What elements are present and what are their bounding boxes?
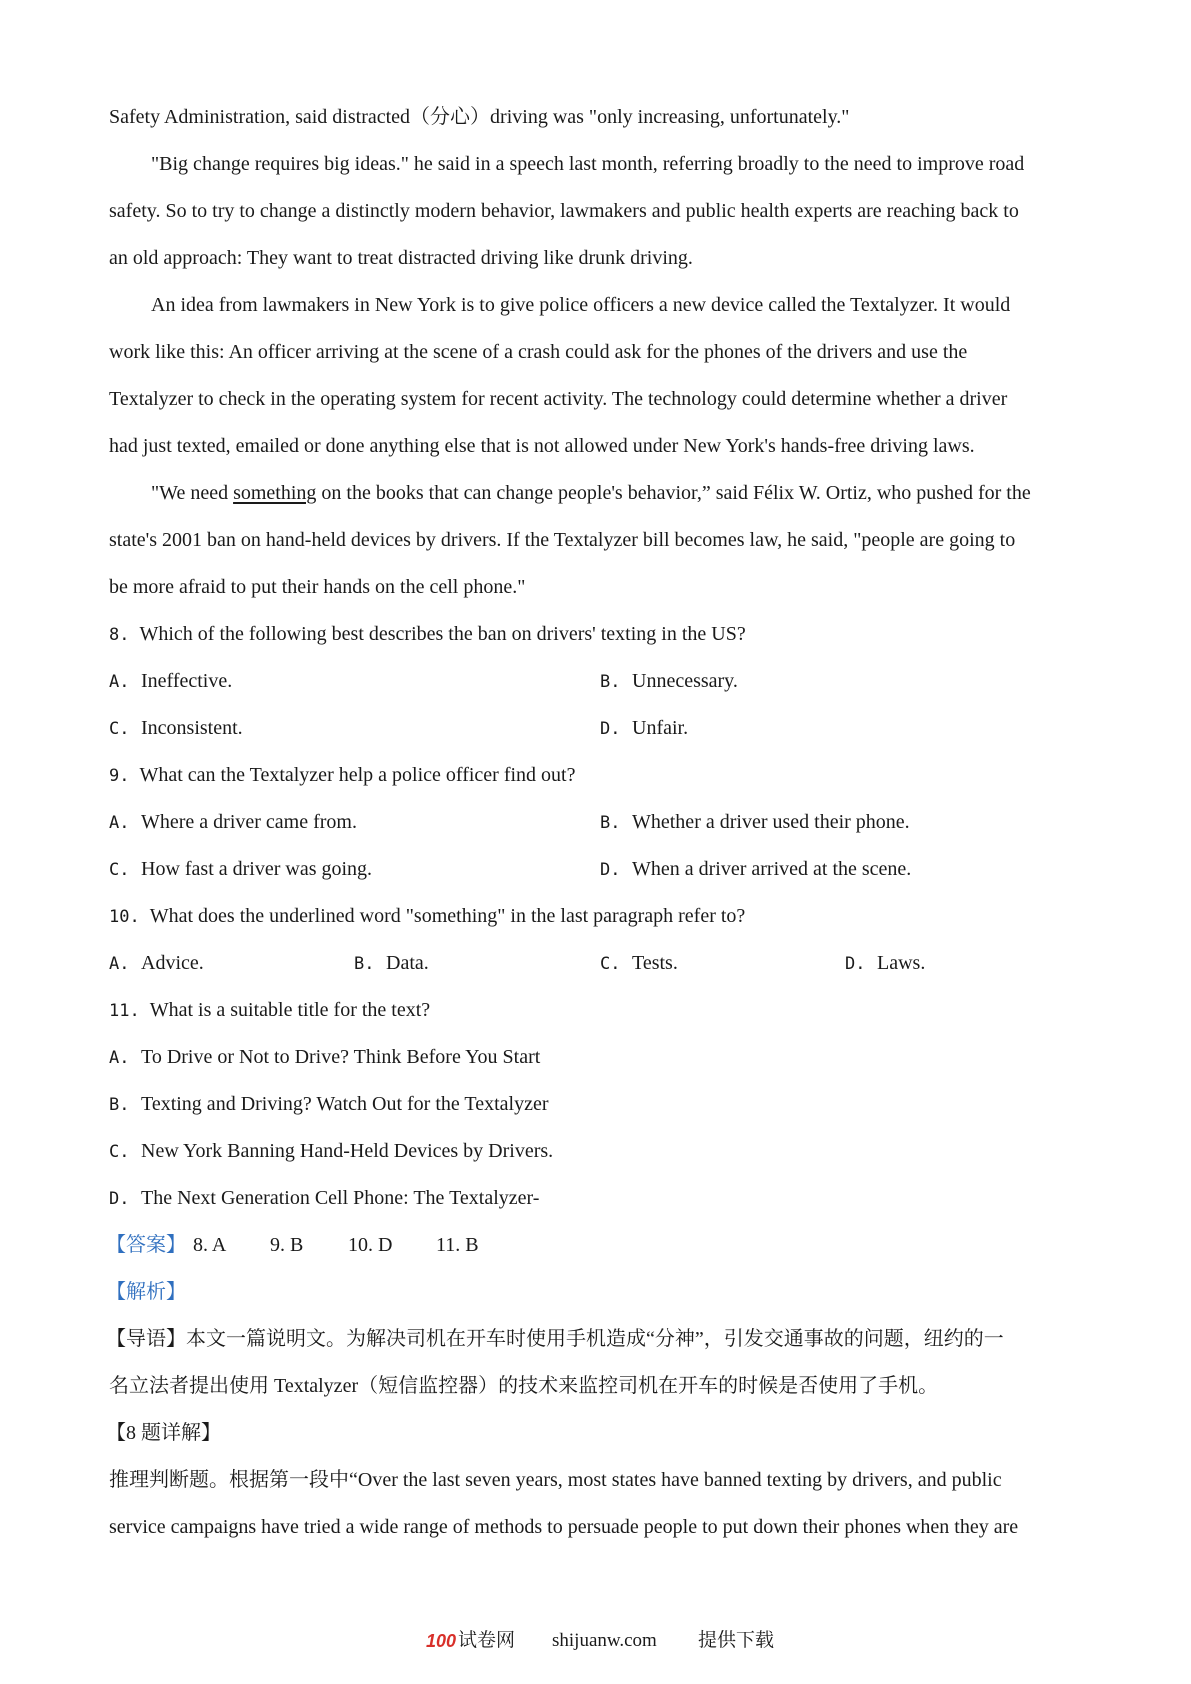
question-8 bbox=[109, 620, 1084, 649]
option-c: C. New York Banning Hand-Held Devices by Drivers. bbox=[109, 1140, 554, 1162]
passage-line: state's 2001 ban on hand-held devices by drivers. If the Textalyzer bill becomes law, he said, "people are going to bbox=[109, 529, 1016, 551]
option-d: D. When a driver arrived at the scene. bbox=[600, 858, 912, 880]
option-b: B. Data. bbox=[354, 952, 429, 974]
question-text: What is a suitable title for the text? bbox=[149, 999, 431, 1021]
site-logo: 100 bbox=[426, 1631, 457, 1651]
option-b: B. Unnecessary. bbox=[600, 670, 738, 692]
download-text: 提供下载 bbox=[698, 1630, 775, 1651]
question-10 bbox=[109, 902, 1084, 931]
option-a: A. Advice. bbox=[109, 952, 204, 974]
passage-line: had just texted, emailed or done anything else that is not allowed under New York's hands-free driving laws. bbox=[109, 435, 975, 457]
passage-line: be more afraid to put their hands on the cell phone." bbox=[109, 576, 526, 598]
passage-line bbox=[151, 479, 1126, 507]
passage-line: An idea from lawmakers in New York is to give police officers a new device called the Textalyzer. It would bbox=[151, 294, 1011, 316]
passage-line: work like this: An officer arriving at the scene of a crash could ask for the phones of the drivers and use the bbox=[109, 341, 968, 363]
passage-text: "We need bbox=[151, 482, 234, 504]
passage-line: an old approach: They want to treat distracted driving like drunk driving. bbox=[109, 247, 693, 269]
question-text: What can the Textalyzer help a police officer find out? bbox=[139, 764, 576, 786]
site-name: 试卷网 bbox=[458, 1630, 516, 1651]
detail-label: 【8 题详解】 bbox=[106, 1422, 221, 1444]
answer-item: 11. B bbox=[436, 1234, 479, 1256]
passage-line: "Big change requires big ideas." he said in a speech last month, referring broadly to the need to improve road bbox=[151, 153, 1025, 175]
passage-line: Textalyzer to check in the operating system for recent activity. The technology could determine whether a driver bbox=[109, 388, 1008, 410]
passage-line: safety. So to try to change a distinctly modern behavior, lawmakers and public health experts are reaching back to bbox=[109, 200, 1019, 222]
guide-line bbox=[106, 1325, 1081, 1353]
question-number: 11. bbox=[109, 1001, 140, 1021]
detail-line: service campaigns have tried a wide range of methods to persuade people to put down their phones when they are bbox=[109, 1516, 1019, 1538]
passage-text: on the books that can change people's behavior,” said Félix W. Ortiz, who pushed for the bbox=[316, 482, 1031, 504]
answer-item: 8. A bbox=[193, 1234, 227, 1256]
guide-text: 本文一篇说明文。为解决司机在开车时使用手机造成“分神”，引发交通事故的问题，纽约的一 bbox=[186, 1328, 1004, 1350]
guide-line: 名立法者提出使用 Textalyzer（短信监控器）的技术来监控司机在开车的时候是否使用了手机。 bbox=[109, 1375, 939, 1397]
question-number: 10. bbox=[109, 907, 140, 927]
passage-line: Safety Administration, said distracted（分心）driving was "only increasing, unfortunately." bbox=[109, 106, 850, 128]
analysis-label: 【解析】 bbox=[106, 1281, 186, 1303]
site-domain[interactable]: shijuanw.com bbox=[552, 1630, 657, 1651]
option-b: B. Whether a driver used their phone. bbox=[600, 811, 910, 833]
option-c: C. Inconsistent. bbox=[109, 717, 243, 739]
option-d: D. Unfair. bbox=[600, 717, 689, 739]
option-d: D. Laws. bbox=[845, 952, 926, 974]
option-d: D. The Next Generation Cell Phone: The Textalyzer- bbox=[109, 1187, 540, 1209]
answer-item: 9. B bbox=[270, 1234, 304, 1256]
answer-item: 10. D bbox=[348, 1234, 393, 1256]
answer-label: 【答案】 bbox=[106, 1234, 186, 1256]
question-11 bbox=[109, 996, 1084, 1025]
question-9 bbox=[109, 761, 1084, 790]
question-text: Which of the following best describes the ban on drivers' texting in the US? bbox=[139, 623, 746, 645]
question-text: What does the underlined word "something" in the last paragraph refer to? bbox=[149, 905, 746, 927]
option-b: B. Texting and Driving? Watch Out for the Textalyzer bbox=[109, 1093, 549, 1115]
option-a: A. To Drive or Not to Drive? Think Before You Start bbox=[109, 1046, 541, 1068]
question-number: 8. bbox=[109, 625, 130, 645]
guide-label: 【导语】 bbox=[106, 1328, 186, 1350]
question-number: 9. bbox=[109, 766, 130, 786]
option-c: C. Tests. bbox=[600, 952, 678, 974]
underlined-word: something bbox=[233, 482, 317, 504]
detail-line: 推理判断题。根据第一段中“Over the last seven years, most states have banned texting by drivers, and public bbox=[109, 1469, 1002, 1491]
option-c: C. How fast a driver was going. bbox=[109, 858, 373, 880]
option-a: A. Ineffective. bbox=[109, 670, 233, 692]
option-a: A. Where a driver came from. bbox=[109, 811, 357, 833]
